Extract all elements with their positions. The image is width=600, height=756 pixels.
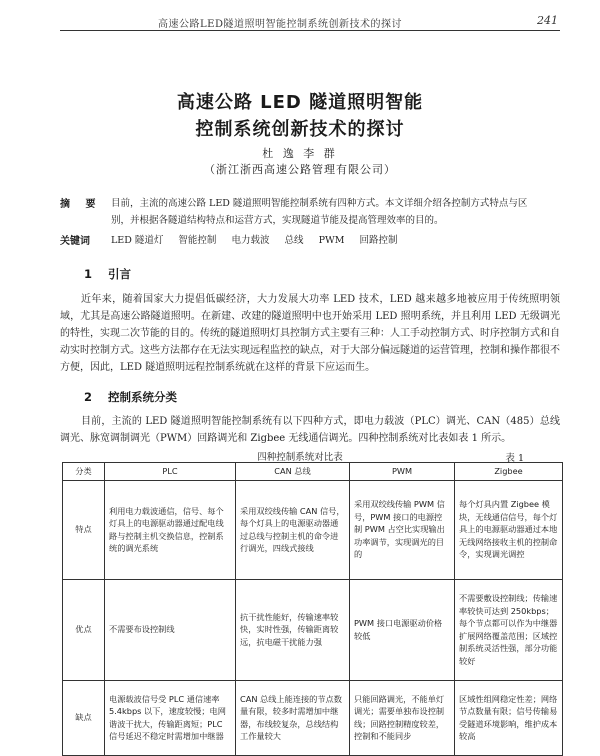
keyword: 智能控制 [178,235,217,246]
table-header-cell: Zigbee [455,463,563,481]
table-header-cell: CAN 总线 [236,463,350,481]
table-cell: 区域性组网稳定性差；网络节点数量有限；信号传输易受隧道环境影响，维护成本较高 [455,680,563,755]
introduction-paragraph: 近年来，随着国家大力提倡低碳经济，大力发展大功率 LED 技术，LED 越来越多地被应用于传统照明领域，尤其是高速公路隧道照明。在新建、改建的隧道照明中也开始采用 LED 照明系统，并且利用 LED 无级调光的特性，实现二次节能的目的。传统的隧道照明灯具控制方式主要有三种：人工手动控制方式、时序控制方式和自动实时控制方式。这些方法都存在无法实现远程监控的缺点，对于大部分偏远隧道的运营管理，控制和操作都很不方便，因此，LED 隧道照明远程控制系统就在这样的背景下应运而生。 [60,294,560,373]
row-label: 特点 [63,480,105,579]
table-number: 表 1 [505,453,524,464]
row-label: 缺点 [63,680,105,755]
table-cell: 采用双绞线传输 CAN 信号，每个灯具上的电源驱动器通过总线与控制主机的命令进行调光，四线式接线 [236,480,350,579]
abstract-label: 摘 要 [60,199,102,210]
table-caption: 四种控制系统对比表 [257,452,343,463]
table-cell: 不需要布设控制线 [105,579,236,680]
table-row [63,680,563,755]
paper-title-line-1: 高速公路 LED 隧道照明智能 [176,92,424,113]
section-title: 引言 [108,267,132,281]
keywords-label: 关键词 [60,236,90,247]
running-head [60,14,560,31]
page-number: 241 [537,14,558,27]
keyword: 电力载波 [231,235,270,246]
section-number: 1 [84,267,93,281]
section-number: 2 [84,390,93,404]
table-cell: 抗干扰性能好，传输速率较快，实时性强，传输距离较远，抗电磁干扰能力强 [236,579,350,680]
authors: 杜 逸 李 群 [262,147,338,160]
keyword: 总线 [284,235,304,246]
row-label: 优点 [63,579,105,680]
table-cell: 采用双绞线传输 PWM 信号，PWM 接口的电源控制 PWM 占空比实现输出功率调节，实现调光的目的 [350,480,455,579]
table-cell: 不需要敷设控制线；传输速率较快可达到 250kbps；每个节点都可以作为中继器扩展网络覆盖范围；区域控制系统灵活性强，部分功能较好 [455,579,563,680]
keywords-list [111,232,410,246]
table-row [63,579,563,680]
table-header-cell: PWM [350,463,455,481]
abstract-text: 目前，主流的高速公路 LED 隧道照明智能控制系统有四种方式。本文详细介绍各控制方式特点与区别，并根据各隧道结构特点和运营方式，实现隧道节能及提高管理效率的目的。 [111,198,528,226]
keyword: LED 隧道灯 [111,235,164,246]
table-cell: 每个灯具内置 Zigbee 模块，无线通信信号，每个灯具上的电源驱动器通过本地无线网络接收主机的控制命令，实现调光调控 [455,480,563,579]
table-header-row [63,463,563,481]
comparison-table [62,462,563,756]
table-header-cell: 分类 [63,463,105,481]
affiliation: （浙江浙西高速公路管理有限公司） [204,163,396,176]
table-header-cell: PLC [105,463,236,481]
section-title: 控制系统分类 [108,390,178,404]
keyword: PWM [318,235,345,246]
paper-title-line-2: 控制系统创新技术的探讨 [195,119,405,140]
table-cell: 电源载波信号受 PLC 通信速率 5.4kbps 以下，速度较慢；电网谐波干扰大，传输距离短；PLC 信号延迟不稳定时需增加中继器 [105,680,236,755]
keyword: 回路控制 [359,235,398,246]
section-heading-classification [84,389,177,405]
section-heading-introduction [84,266,131,282]
table-row [63,480,563,579]
table-cell: 利用电力载波通信，信号、每个灯具上的电源驱动器通过配电线路与控制主机交换信息，控制系统的调光系统 [105,480,236,579]
table-cell: PWM 接口电源驱动价格较低 [350,579,455,680]
table-cell: 只能回路调光，不能单灯调光；需要单独布设控制线；回路控制精度较差，控制和不能同步 [350,680,455,755]
classification-paragraph: 目前，主流的 LED 隧道照明智能控制系统有以下四种方式，即电力载波（PLC）调光、CAN（485）总线调光、脉宽调制调光（PWM）回路调光和 Zigbee 无线通信调光。四种控制系统对比表如表 1 所示。 [60,416,560,444]
table-cell: CAN 总线上能连接的节点数量有限，较多时需增加中继器，布线较复杂，总线结构工作量较大 [236,680,350,755]
running-head-title: 高速公路LED隧道照明智能控制系统创新技术的探讨 [158,19,402,30]
